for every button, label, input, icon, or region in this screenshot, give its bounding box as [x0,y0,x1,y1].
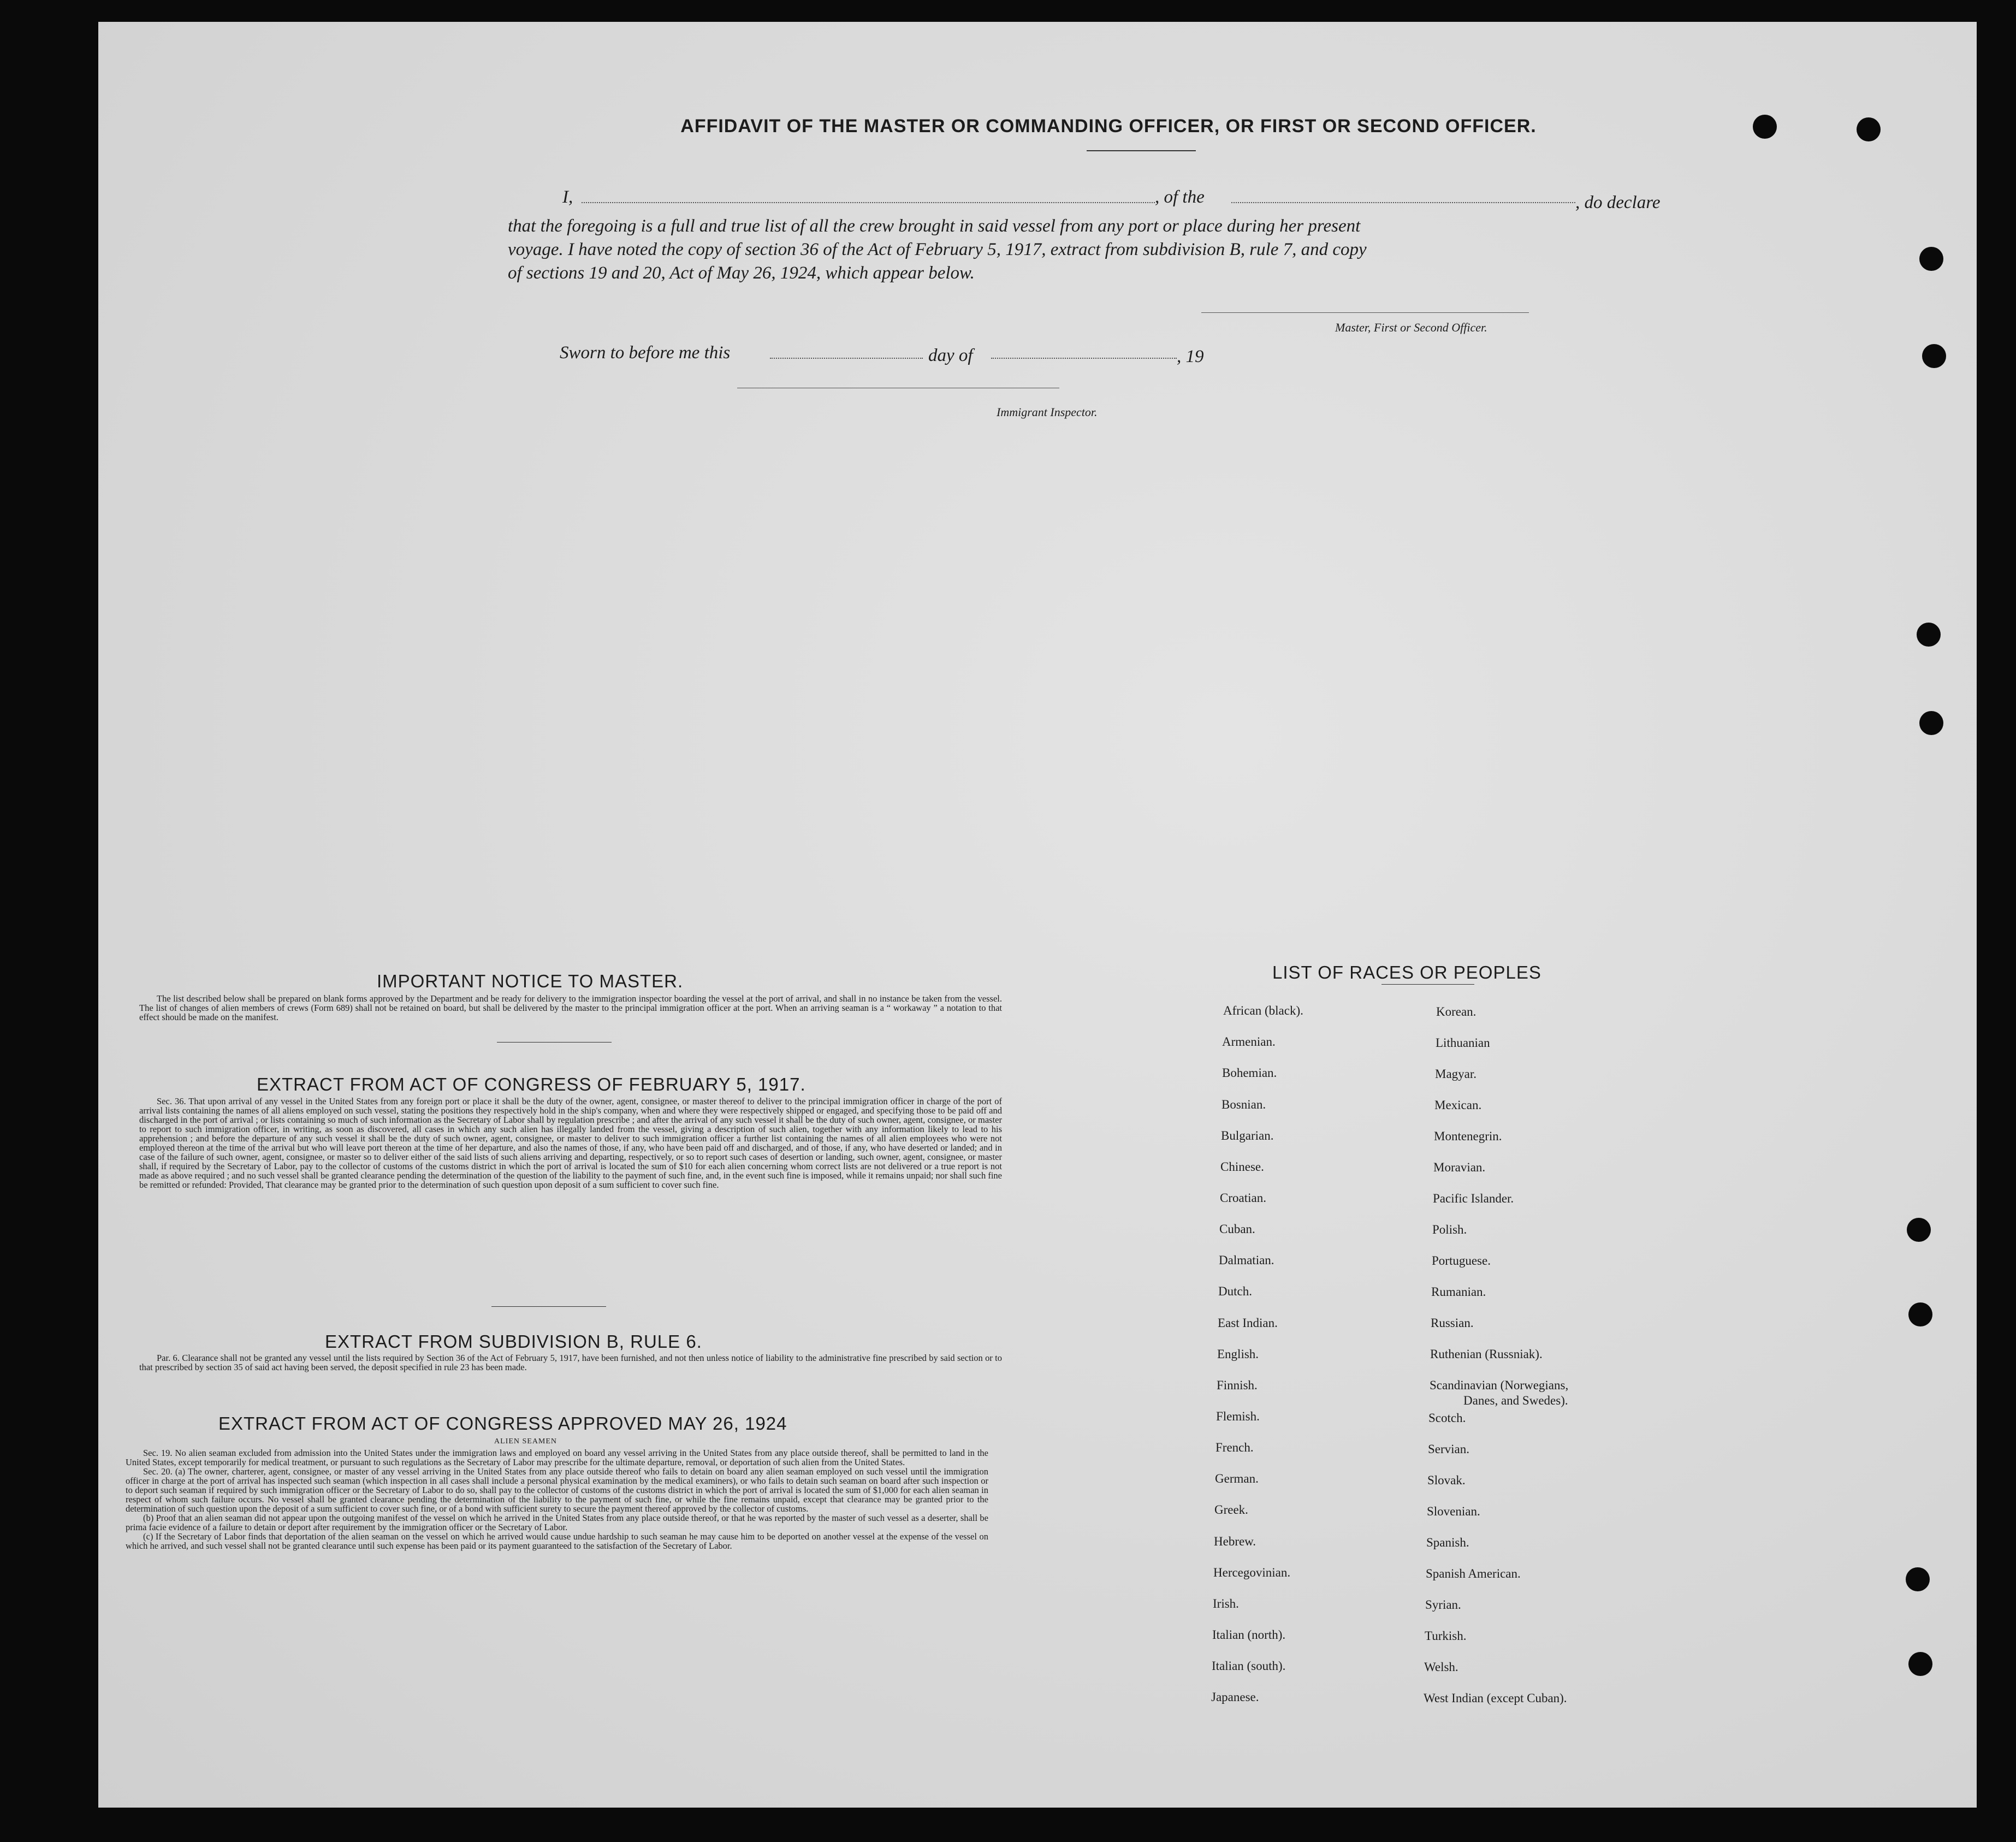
race-item: Magyar. [1435,1067,1477,1081]
race-item: Polish. [1432,1223,1467,1236]
sec-36-paragraph: Sec. 36. That upon arrival of any vessel in the United States from any foreign port or place it shall be the duty of the owner, agent, consignee, or master thereof to deliver to the principal immigration officer in charge of the port of arrival lists containing the names of all aliens employed on such vessel, stating the positions they respectively hold in the ship's company, when and where they were respectively shipped or engaged, and specifying those to be paid off and discharged in the port of arrival ; or lists containing so much of such information as the Secretary of Labor shall by regulation prescribe ; and after the arrival of any such vessel it shall be the duty of such owner, agent, consignee, or master to report to such immigration officer, in writing, as soon as discovered, all cases in which any such alien has illegally landed from the vessel, giving a description of such alien, together with any information likely to lead to his apprehension ; and before the departure of any such vessel it shall be the duty of such owner, agent, consignee, or master to deliver to such immigration officer a further list containing the names of all alien employees who were not employed thereon at the time of the arrival but who will leave port thereon at the time of her departure, and also the names of those, if any, who have been paid off and discharged, and of those, if any, who have deserted or landed; and in case of the failure of such owner, agent, consignee, or master so to deliver either of the said lists of such aliens arriving and departing, respectively, or so to report such cases of desertion or landing, such owner, agent, consignee, or master shall, if required by the Secretary of Labor, pay to the collector of customs of the customs district in which the port of arrival is located the sum of $10 for each alien concerning whom correct lists are not delivered or a true report is not made as above required ; and no such vessel shall be granted clearance pending the determination of the question of the liability to the payment of such fine, and, in the event such fine is imposed, while it remains unpaid; nor shall such fine be remitted or refunded: Provided, That clearance may be granted prior to the determination of such question upon deposit of a sum sufficient to cover such fine. [139,1096,1002,1190]
race-item: Flemish. [1216,1409,1260,1423]
race-item: West Indian (except Cuban). [1424,1691,1567,1705]
race-item: Hercegovinian. [1213,1566,1291,1579]
race-item: Italian (north). [1212,1628,1286,1642]
race-item: Welsh. [1424,1660,1458,1674]
extract-1917-body [139,1097,1002,1189]
par-6-paragraph: Par. 6. Clearance shall not be granted any vessel until the lists required by Section 36 of the Act of February 5, 1917, have been furnished, and not then unless notice of liability to the administrative fine prescribed by said section or to that prescribed by section 35 of said act having been served, the deposit specified in rule 23 has been made. [139,1353,1002,1372]
affidavit-text-line: that the foregoing is a full and true list of all the crew brought in said vessel from any port or place during her present [508,216,1361,236]
day-of-label: day of [928,346,973,365]
master-signature-line[interactable] [1201,312,1529,313]
race-item: Scotch. [1428,1411,1466,1425]
notice-body [139,994,1002,1022]
race-item: Turkish. [1425,1629,1467,1643]
name-signature-line[interactable] [582,202,1155,203]
title-underline [1087,150,1196,151]
sworn-label: Sworn to before me this [560,343,731,363]
race-item: Portuguese. [1432,1254,1491,1268]
affidavit-i-label: I, [562,187,573,207]
extract-rule6-body [139,1353,1002,1372]
race-item: Pacific Islander. [1433,1192,1514,1205]
race-item: Danes, and Swedes). [1463,1394,1568,1407]
race-item: Japanese. [1211,1690,1259,1704]
race-item: Armenian. [1222,1035,1276,1049]
sec-20c-paragraph: (c) If the Secretary of Labor finds that deportation of the alien seaman on the vessel on which he arrived would cause undue hardship to such seaman he may cause him to be deported on another vessel at the expense of the vessel on which he arrived, and such vessel shall not be granted clearance until such expense has been paid or its payment guaranteed to the satisfaction of the Secretary of Labor. [126,1531,988,1551]
race-item: English. [1217,1347,1259,1361]
notice-title: IMPORTANT NOTICE TO MASTER. [377,971,684,991]
race-item: Mexican. [1434,1098,1482,1112]
race-item: Bohemian. [1222,1066,1277,1080]
sec-20a-paragraph: Sec. 20. (a) The owner, charterer, agent, consignee, or master of any vessel arriving in the United States from any place outside thereof who fails to detain on board any alien seaman employed on such vessel until the immigration officer in charge at the port of arrival has inspected such seaman (which inspection in all cases shall include a personal physical examination by the medical examiners), or who fails to detain such seaman on board after such inspection or to deport such seaman if required by such immigration officer or the Secretary of Labor to do so, shall pay to the collector of customs of the customs district in which the port of arrival is located the sum of $1,000 for each alien seaman in respect of whom such failure occurs. No vessel shall be granted clearance pending the determination of the liability to the payment of such fine, or while the fine remains unpaid, except that clearance may be granted prior to the determination of such question upon the deposit of a sum sufficient to cover such fine, or of a bond with sufficient surety to secure the payment thereof approved by the collector of customs. [126,1466,988,1514]
punch-hole [1907,1218,1931,1242]
race-item: Moravian. [1433,1160,1486,1174]
race-item: Greek. [1214,1503,1248,1517]
race-item: Slovak. [1427,1473,1466,1487]
races-title: LIST OF RACES OR PEOPLES [1272,962,1541,982]
race-item: Hebrew. [1214,1535,1256,1548]
punch-hole [1908,1652,1932,1676]
sec-19-paragraph: Sec. 19. No alien seaman excluded from admission into the United States under the immigration laws and employed on board any vessel arriving in the United States from any place outside thereof, shall be permitted to land in the United States, except temporarily for medical treatment, or pursuant to such regulations as the Secretary of Labor may prescribe for the ultimate departure, removal, or deportation of such alien from the United States. [126,1448,988,1467]
affidavit-of-the-label: , of the [1155,187,1205,207]
extract-rule6-title: EXTRACT FROM SUBDIVISION B, RULE 6. [325,1331,702,1352]
race-item: Russian. [1431,1316,1474,1330]
inspector-caption: Immigrant Inspector. [997,405,1098,419]
race-item: Chinese. [1220,1160,1264,1174]
vessel-name-line[interactable] [1231,202,1575,203]
race-item: Cuban. [1219,1222,1255,1236]
race-item: Lithuanian [1436,1036,1490,1050]
race-item: Montenegrin. [1434,1129,1502,1143]
affidavit-text-line: voyage. I have noted the copy of section 36 of the Act of February 5, 1917, extract from subdivision B, rule 7, and copy [508,240,1367,259]
sec-20b-paragraph: (b) Proof that an alien seaman did not appear upon the outgoing manifest of the vessel on which he arrived in the United States from any place outside thereof, or that he was reported by the master of such vessel as a deserter, shall be prima facie evidence of a failure to detain or deport after requirement by the immigration officer or the Secretary of Labor. [126,1513,988,1532]
race-item: Slovenian. [1427,1505,1480,1518]
race-item: Ruthenian (Russniak). [1430,1347,1543,1361]
punch-hole [1917,623,1941,647]
race-item: Scandinavian (Norwegians, [1430,1378,1569,1392]
race-item: Finnish. [1217,1378,1258,1392]
race-item: Spanish. [1426,1536,1469,1549]
race-item: Rumanian. [1431,1285,1486,1299]
notice-paragraph: The list described below shall be prepared on blank forms approved by the Department and be ready for delivery to the immigration inspector boarding the vessel at the port of arrival, and shall in no instance be taken from the vessel. The list of changes of alien members of crews (Form 689) shall not be retained on board, but shall be delivered by the master to the principal immigration officer at the port. When an arriving seaman is a “ workaway ” a notation to that effect should be made on the manifest. [139,993,1002,1022]
section-divider [491,1306,606,1307]
race-item: Bosnian. [1222,1098,1266,1111]
extract-1924-title: EXTRACT FROM ACT OF CONGRESS APPROVED MAY 26, 1924 [218,1413,787,1434]
race-item: Irish. [1213,1597,1239,1610]
sworn-month-line[interactable] [991,358,1177,359]
race-item: Italian (south). [1212,1659,1286,1673]
extract-1924-body [126,1448,988,1550]
race-item: Bulgarian. [1221,1129,1274,1142]
affidavit-title: AFFIDAVIT OF THE MASTER OR COMMANDING OFFICER, OR FIRST OR SECOND OFFICER. [680,116,1537,137]
race-item: French. [1215,1441,1254,1454]
year-label: , 19 [1177,347,1204,366]
race-item: Dalmatian. [1219,1253,1274,1267]
affidavit-text-line: of sections 19 and 20, Act of May 26, 1924, which appear below. [508,263,975,283]
document-page [98,22,1977,1808]
punch-hole [1919,711,1943,735]
race-item: Croatian. [1220,1191,1266,1205]
sworn-day-line[interactable] [770,358,923,359]
race-item: Servian. [1428,1442,1470,1456]
race-item: African (black). [1223,1004,1303,1017]
race-item: Dutch. [1218,1284,1252,1298]
race-item: Korean. [1436,1005,1477,1018]
extract-1917-title: EXTRACT FROM ACT OF CONGRESS OF FEBRUARY 5, 1917. [257,1074,806,1094]
punch-hole [1922,344,1946,368]
race-item: East Indian. [1218,1316,1278,1330]
race-item: German. [1215,1472,1259,1485]
master-caption: Master, First or Second Officer. [1335,321,1487,334]
race-item: Spanish American. [1426,1567,1521,1580]
race-item: Syrian. [1425,1598,1461,1612]
section-divider [497,1042,612,1043]
punch-hole [1906,1567,1930,1591]
alien-seamen-subtitle: ALIEN SEAMEN [494,1437,558,1446]
punch-hole [1908,1302,1932,1326]
punch-hole [1919,247,1943,271]
affidavit-declare-label: , do declare [1575,193,1661,212]
races-title-underline [1381,984,1474,985]
